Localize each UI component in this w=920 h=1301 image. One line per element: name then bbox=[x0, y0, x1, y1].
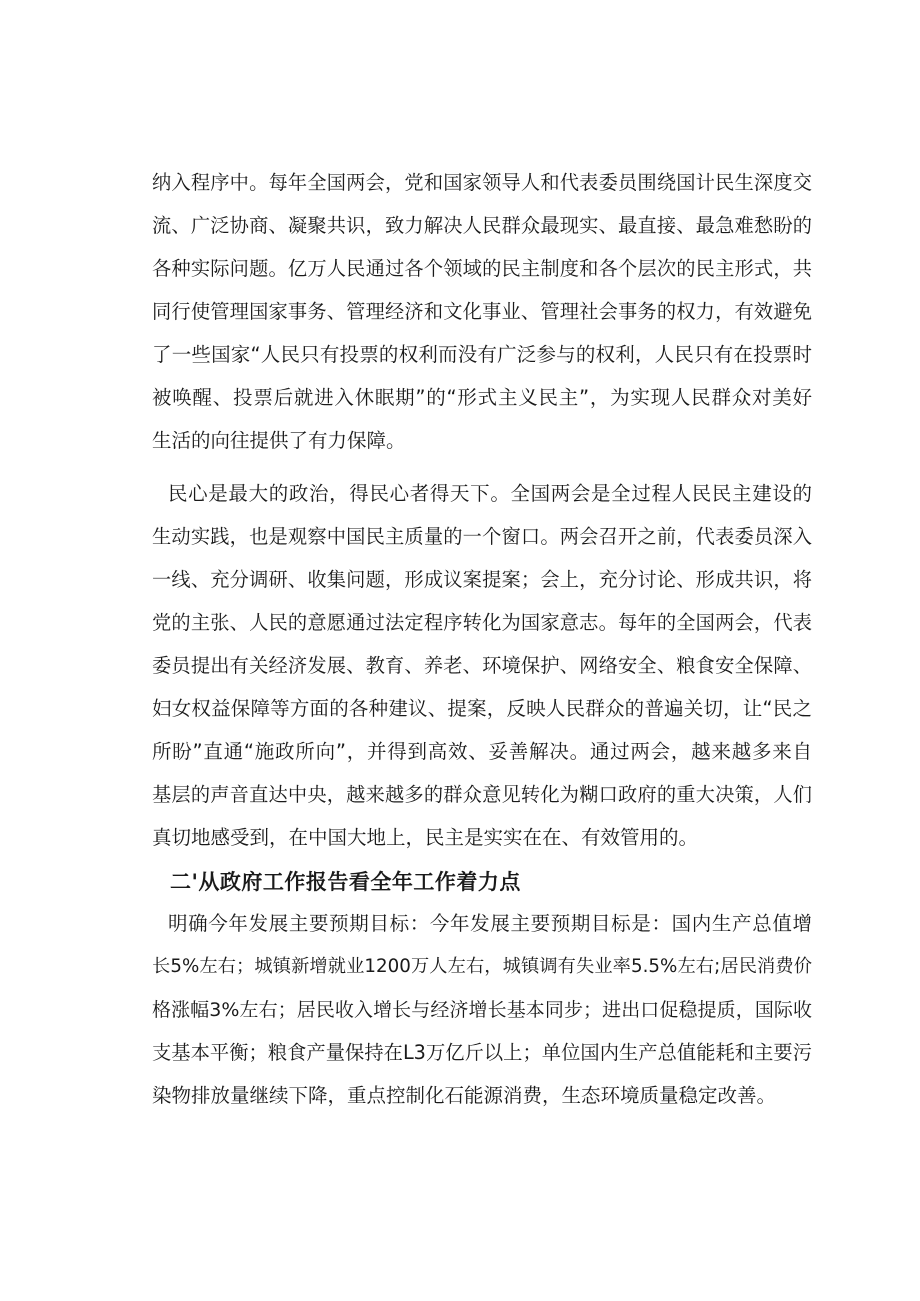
paragraph-2-line-8: 基层的声音直达中央，越来越多的群众意见转化为糊口政府的重大决策，人们 bbox=[152, 783, 812, 806]
paragraph-3-line-5: 染物排放量继续下降，重点控制化石能源消费，生态环境质量稳定改善。 bbox=[152, 1084, 777, 1107]
paragraph-3-line-3: 格涨幅3%左右；居民收入增长与经济增长基本同步；进出口促稳提质，国际收 bbox=[152, 999, 812, 1021]
paragraph-2-line-7: 所盼”直通“施政所向”，并得到高效、妥善解决。通过两会，越来越多来自 bbox=[152, 740, 812, 763]
paragraph-1-line-3: 各种实际问题。亿万人民通过各个领域的民主制度和各个层次的民主形式，共 bbox=[152, 257, 812, 280]
paragraph-2-line-2: 生动实践，也是观察中国民主质量的一个窗口。两会召开之前，代表委员深入 bbox=[152, 525, 812, 548]
paragraph-1-line-6: 被唤醒、投票后就进入休眠期”的“形式主义民主”，为实现人民群众对美好 bbox=[152, 386, 812, 409]
paragraph-2-line-3: 一线、充分调研、收集问题，形成议案提案；会上，充分讨论、形成共识，将 bbox=[152, 568, 812, 591]
paragraph-2-line-5: 委员提出有关经济发展、教育、养老、环境保护、网络安全、粮食安全保障、 bbox=[152, 654, 812, 677]
paragraph-2-line-4: 党的主张、人民的意愿通过法定程序转化为国家意志。每年的全国两会，代表 bbox=[152, 611, 812, 634]
paragraph-1-line-2: 流、广泛协商、凝聚共识，致力解决人民群众最现实、最直接、最急难愁盼的 bbox=[152, 214, 812, 237]
paragraph-3-line-4: 支基本平衡；粮食产量保持在L3万亿斤以上；单位国内生产总值能耗和主要污 bbox=[152, 1041, 812, 1064]
paragraph-1-line-4: 同行使管理国家事务、管理经济和文化事业、管理社会事务的权力，有效避免 bbox=[152, 300, 812, 323]
paragraph-2-line-9: 真切地感受到，在中国大地上，民主是实实在在、有效管用的。 bbox=[152, 826, 699, 849]
paragraph-1-line-5: 了一些国家“人民只有投票的权利而没有广泛参与的权利，人民只有在投票时 bbox=[152, 343, 812, 366]
section-heading: 二'从政府工作报告看全年工作着力点 bbox=[170, 870, 521, 894]
paragraph-2-line-1: 民心是最大的政治，得民心者得天下。全国两会是全过程人民民主建设的 bbox=[168, 482, 812, 505]
paragraph-1-line-7: 生活的向往提供了有力保障。 bbox=[152, 429, 406, 452]
paragraph-2-line-6: 妇女权益保障等方面的各种建议、提案，反映人民群众的普遍关切，让“民之 bbox=[152, 697, 812, 720]
paragraph-3-line-2: 长5%左右；城镇新增就业1200万人左右，城镇调有失业率5.5%左右;居民消费价 bbox=[152, 956, 812, 977]
paragraph-3-line-1: 明确今年发展主要预期目标：今年发展主要预期目标是：国内生产总值增 bbox=[168, 912, 812, 935]
paragraph-1-line-1: 纳入程序中。每年全国两会，党和国家领导人和代表委员围绕国计民生深度交 bbox=[152, 171, 812, 194]
